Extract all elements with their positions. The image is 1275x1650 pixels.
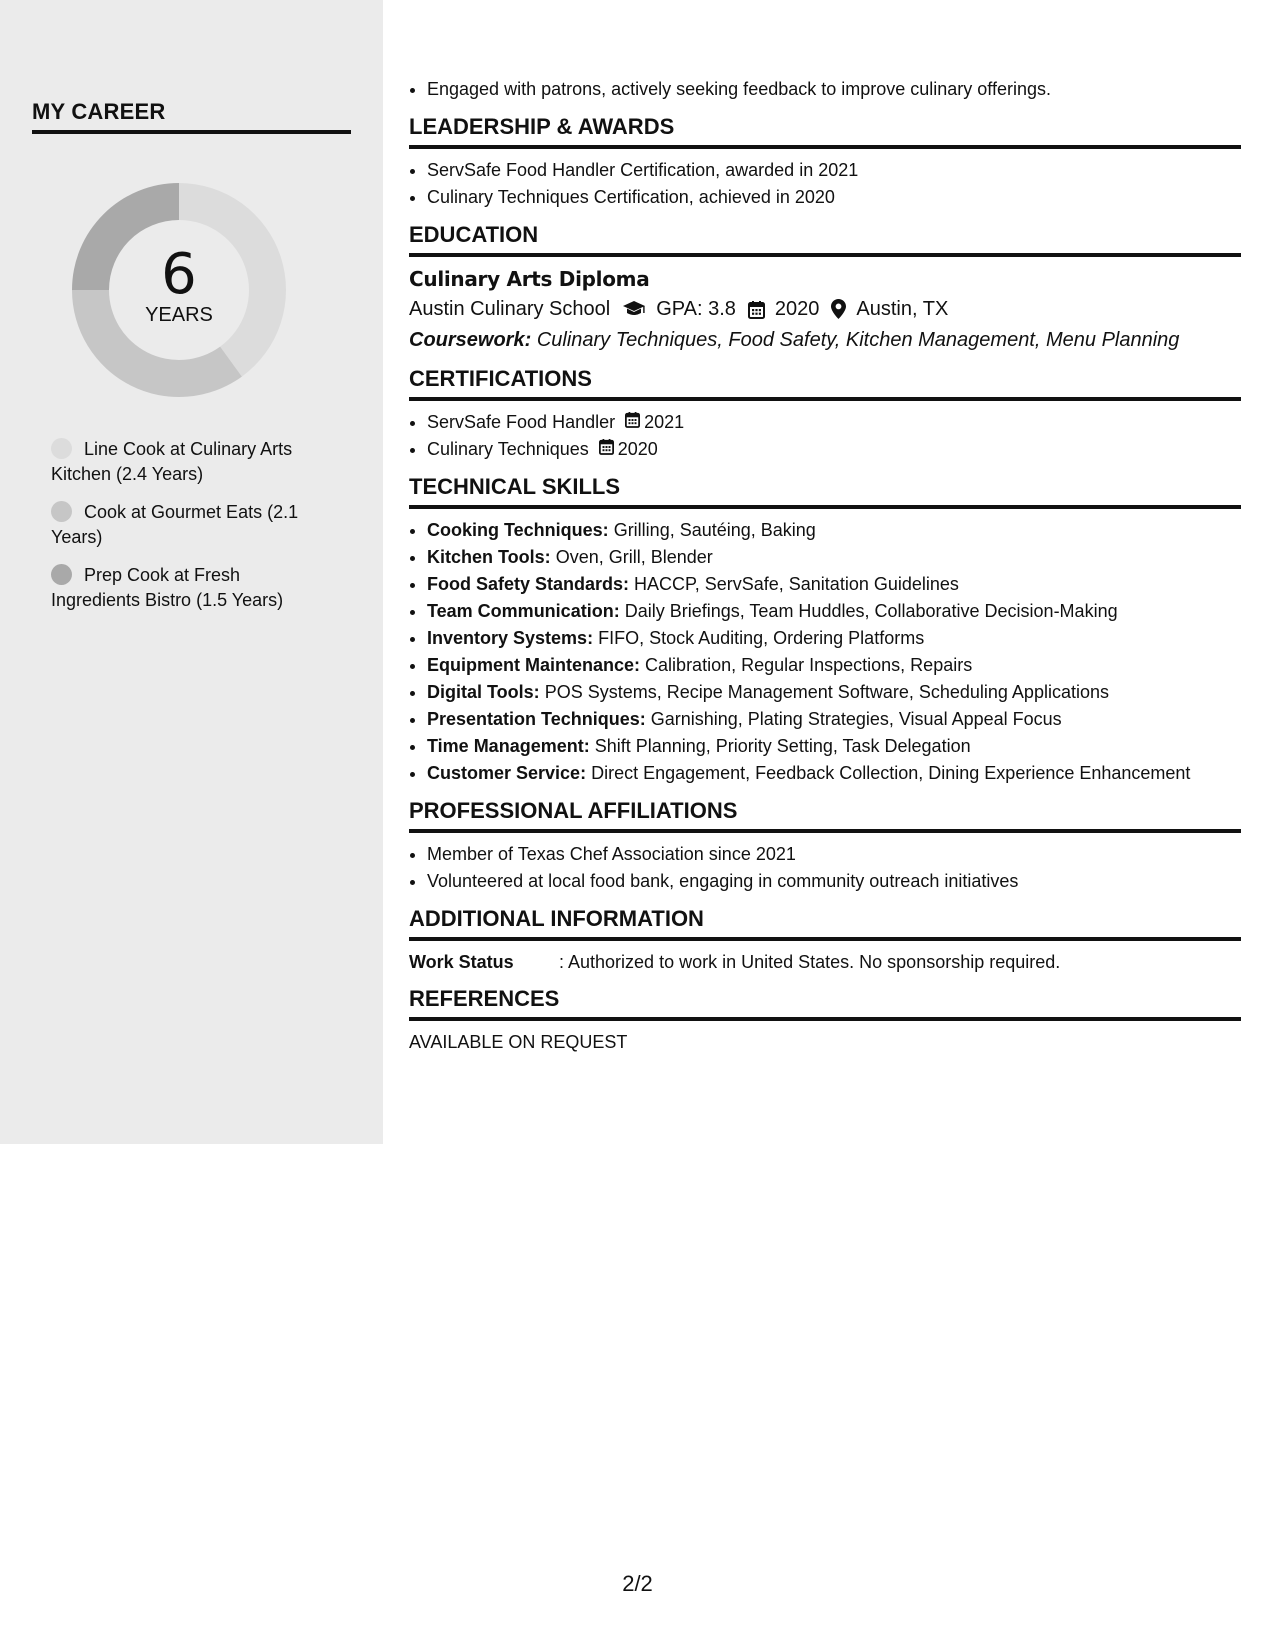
skill-label: Time Management: <box>427 736 590 756</box>
leadership-section <box>409 113 1241 211</box>
education-year: 2020 <box>774 298 820 320</box>
skill-value: Shift Planning, Priority Setting, Task Delegation <box>594 736 971 756</box>
skill-value: Grilling, Sautéing, Baking <box>613 520 816 540</box>
section-title: CERTIFICATIONS <box>409 365 1241 401</box>
certification-item <box>427 409 1241 436</box>
education-gpa: GPA: 3.8 <box>656 298 736 320</box>
skill-value: Oven, Grill, Blender <box>555 547 713 567</box>
skill-label: Inventory Systems: <box>427 628 594 648</box>
work-status-label: Work Status <box>409 952 514 972</box>
donut-total-unit: YEARS <box>145 304 213 326</box>
skill-value: Calibration, Regular Inspections, Repairs <box>645 655 973 675</box>
affiliation-item: • Member of Texas Chef Association since 2021 <box>427 841 1241 868</box>
skill-item <box>427 625 1241 652</box>
skills-list <box>409 517 1241 787</box>
career-legend-label: Line Cook at Culinary Arts Kitchen (2.4 Years) <box>51 439 293 484</box>
experience-bullets <box>409 76 1241 103</box>
calendar-icon <box>599 436 618 463</box>
leadership-item: • ServSafe Food Handler Certification, awarded in 2021 <box>427 157 1241 184</box>
certification-name: ServSafe Food Handler <box>427 412 616 432</box>
legend-dot <box>51 438 72 459</box>
affiliations-list <box>409 841 1241 895</box>
calendar-icon <box>748 300 765 319</box>
page-number: 2/2 <box>622 1571 653 1596</box>
skill-item <box>427 760 1241 787</box>
legend-dot <box>51 564 72 585</box>
certifications-section <box>409 365 1241 463</box>
skill-label: Presentation Techniques: <box>427 709 646 729</box>
skill-label: Customer Service: <box>427 763 587 783</box>
skill-label: Cooking Techniques: <box>427 520 609 540</box>
affiliations-section <box>409 797 1241 895</box>
section-title: ADDITIONAL INFORMATION <box>409 905 1241 941</box>
affiliation-item: • Volunteered at local food bank, engaging in community outreach initiatives <box>427 868 1241 895</box>
work-status-row <box>409 949 1241 975</box>
education-degree: Culinary Arts Diploma <box>409 267 650 291</box>
skill-value: FIFO, Stock Auditing, Ordering Platforms <box>598 628 925 648</box>
skill-value: Direct Engagement, Feedback Collection, Dining Experience Enhancement <box>591 763 1191 783</box>
education-meta <box>409 293 1241 325</box>
skill-item <box>427 598 1241 625</box>
references-section <box>409 985 1241 1055</box>
career-donut-chart <box>64 175 294 405</box>
skill-value: POS Systems, Recipe Management Software, Scheduling Applications <box>544 682 1109 702</box>
experience-bullet: • Engaged with patrons, actively seeking feedback to improve culinary offerings. <box>427 76 1241 103</box>
work-status-value: : Authorized to work in United States. No sponsorship required. <box>559 952 1061 972</box>
graduation-cap-icon <box>622 300 646 318</box>
education-section <box>409 221 1241 355</box>
section-title: LEADERSHIP & AWARDS <box>409 113 1241 149</box>
career-legend-item <box>51 500 321 550</box>
skill-label: Digital Tools: <box>427 682 540 702</box>
skills-section <box>409 473 1241 787</box>
certification-year: 2020 <box>617 439 658 459</box>
skill-item <box>427 679 1241 706</box>
coursework-label: Coursework: <box>409 329 532 351</box>
section-title: REFERENCES <box>409 985 1241 1021</box>
certification-item <box>427 436 1241 463</box>
career-section-title: MY CAREER <box>32 99 351 134</box>
sidebar <box>0 0 383 1144</box>
section-title: PROFESSIONAL AFFILIATIONS <box>409 797 1241 833</box>
skill-label: Kitchen Tools: <box>427 547 551 567</box>
skill-item <box>427 517 1241 544</box>
education-location: Austin, TX <box>856 298 949 320</box>
map-pin-icon <box>831 299 846 319</box>
career-legend-label: Prep Cook at Fresh Ingredients Bistro (1.5 Years) <box>51 565 284 610</box>
skill-value: Garnishing, Plating Strategies, Visual Appeal Focus <box>650 709 1062 729</box>
additional-info-section <box>409 905 1241 975</box>
coursework-value: Culinary Techniques, Food Safety, Kitchen Management, Menu Planning <box>536 329 1180 351</box>
leadership-item: • Culinary Techniques Certification, achieved in 2020 <box>427 184 1241 211</box>
leadership-list <box>409 157 1241 211</box>
certification-year: 2021 <box>644 412 685 432</box>
skill-label: Team Communication: <box>427 601 620 621</box>
references-text: AVAILABLE ON REQUEST <box>409 1032 628 1052</box>
skill-value: Daily Briefings, Team Huddles, Collaborative Decision-Making <box>624 601 1118 621</box>
skill-item <box>427 733 1241 760</box>
certifications-list <box>409 409 1241 463</box>
education-coursework <box>409 325 1241 355</box>
skill-label: Equipment Maintenance: <box>427 655 641 675</box>
career-legend-item <box>51 437 321 487</box>
main-content <box>409 76 1241 1055</box>
career-legend-label: Cook at Gourmet Eats (2.1 Years) <box>51 502 299 547</box>
skill-item <box>427 571 1241 598</box>
section-title: EDUCATION <box>409 221 1241 257</box>
section-title: TECHNICAL SKILLS <box>409 473 1241 509</box>
legend-dot <box>51 501 72 522</box>
skill-item <box>427 652 1241 679</box>
calendar-icon <box>625 409 644 436</box>
certification-name: Culinary Techniques <box>427 439 589 459</box>
career-legend <box>51 437 321 626</box>
skill-item <box>427 544 1241 571</box>
donut-total-number: 6 <box>161 242 197 307</box>
skill-label: Food Safety Standards: <box>427 574 630 594</box>
education-school: Austin Culinary School <box>409 298 611 320</box>
career-legend-item <box>51 563 321 613</box>
skill-value: HACCP, ServSafe, Sanitation Guidelines <box>634 574 959 594</box>
skill-item <box>427 706 1241 733</box>
